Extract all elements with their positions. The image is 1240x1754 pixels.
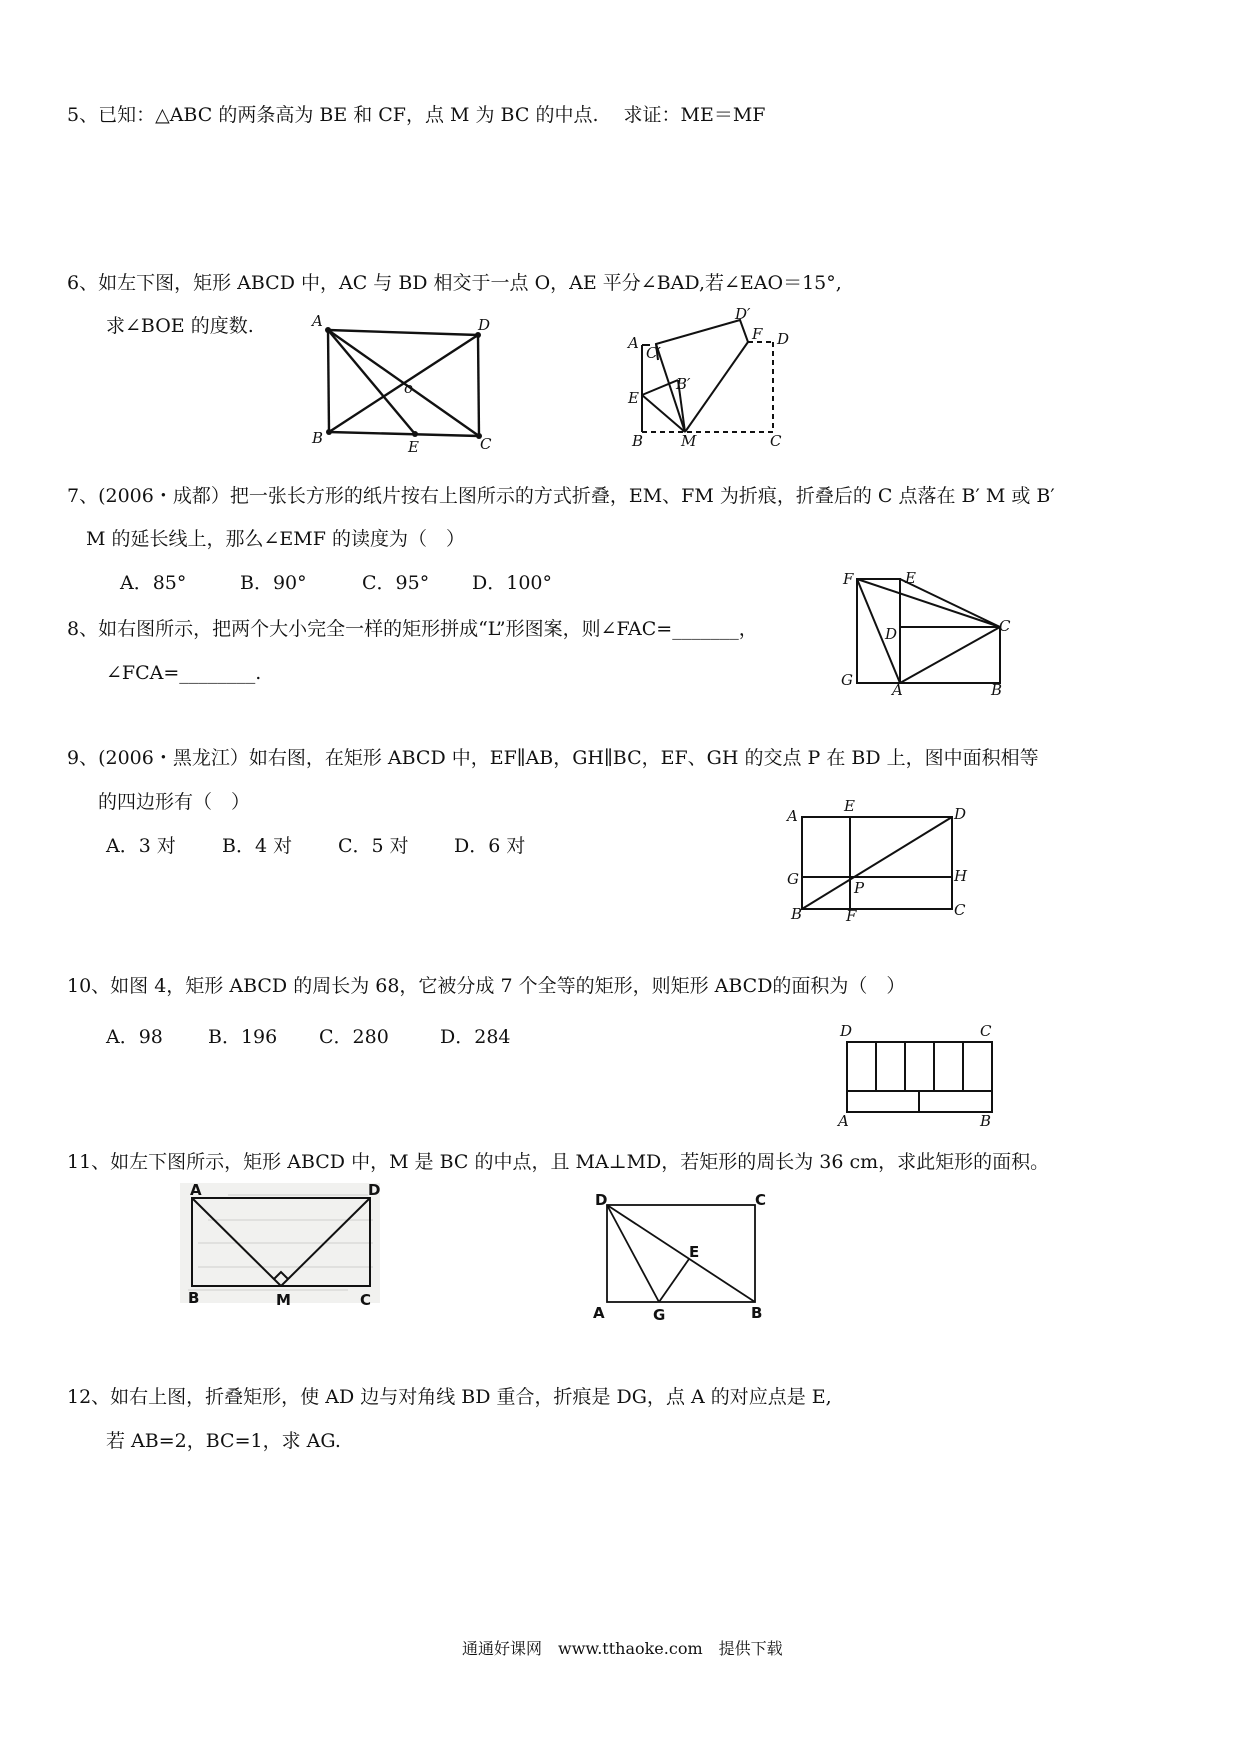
fig12-label-D: D	[595, 1191, 608, 1209]
fig11-label-B: B	[188, 1289, 200, 1307]
fig8-label-F: F	[843, 570, 854, 588]
fig7-label-Cp: C′	[646, 344, 661, 362]
question-11: 11、如左下图所示，矩形 ABCD 中，M 是 BC 的中点，且 MA⊥MD，若矩形的周长为 36 cm，求此矩形的面积。	[67, 1151, 1050, 1173]
question-7-line-2: M 的延长线上，那么∠EMF 的读度为（ ）	[86, 528, 465, 550]
fig11-label-M: M	[276, 1291, 291, 1309]
fig7-label-B: B	[632, 432, 644, 450]
fig9-label-P: P	[854, 879, 865, 897]
fig9-label-A: A	[787, 807, 798, 825]
question-7-option-d: D．100°	[472, 572, 552, 594]
question-8-line-2: ∠FCA=________.	[106, 662, 262, 684]
question-10-option-c: C．280	[319, 1026, 389, 1048]
fig9-label-C: C	[954, 901, 966, 919]
figure-q8-l-shape	[835, 565, 1035, 705]
fig6-label-D: D	[478, 316, 491, 334]
fig11-label-C: C	[360, 1291, 372, 1309]
question-10-line-1: 10、如图 4，矩形 ABCD 的周长为 68，它被分成 7 个全等的矩形，则矩形 ABCD的面积为（ ）	[67, 975, 906, 997]
question-6-line-2: 求∠BOE 的度数.	[106, 315, 254, 337]
figure-q10-seven-rectangles	[830, 1020, 1010, 1130]
fig8-label-C: C	[999, 617, 1011, 635]
fig11-label-D: D	[368, 1181, 381, 1199]
question-9-option-a: A．3 对	[106, 835, 176, 857]
fig7-label-C: C	[770, 432, 782, 450]
question-10-option-a: A．98	[106, 1026, 163, 1048]
fig6-label-B: B	[312, 429, 324, 447]
question-10-option-b: B．196	[208, 1026, 278, 1048]
fig9-label-D: D	[954, 805, 967, 823]
fig9-label-B: B	[791, 905, 803, 923]
fig12-label-E: E	[689, 1243, 700, 1261]
fig11-label-A: A	[190, 1181, 202, 1199]
fig10-label-C: C	[980, 1022, 992, 1040]
fig10-label-A: A	[838, 1112, 849, 1130]
fig12-label-B: B	[751, 1304, 763, 1322]
question-8-line-1: 8、如右图所示，把两个大小完全一样的矩形拼成“L”形图案，则∠FAC=_______，	[67, 618, 758, 640]
figure-q6-rectangle	[300, 305, 510, 455]
question-9-line-2: 的四边形有（ ）	[98, 791, 251, 813]
figure-q11-rectangle	[168, 1175, 398, 1315]
fig9-label-F: F	[846, 907, 857, 925]
figure-q7-folding	[620, 300, 800, 450]
fig7-label-F: F	[752, 325, 763, 343]
fig8-label-B: B	[991, 681, 1003, 699]
fig6-label-C: C	[480, 435, 492, 453]
fig8-label-D: D	[885, 625, 898, 643]
fig10-label-B: B	[980, 1112, 992, 1130]
question-10-option-d: D．284	[440, 1026, 511, 1048]
fig7-label-M: M	[681, 432, 697, 450]
question-6-line-1: 6、如左下图，矩形 ABCD 中，AC 与 BD 相交于一点 O，AE 平分∠BAD,若∠EAO＝15°,	[67, 272, 842, 294]
page-footer: 通通好课网 www.tthaoke.com 提供下载	[462, 1639, 783, 1658]
fig8-label-G: G	[841, 671, 853, 689]
question-9-line-1: 9、(2006・黑龙江）如右图，在矩形 ABCD 中，EF∥AB，GH∥BC，EF、GH 的交点 P 在 BD 上，图中面积相等	[67, 747, 1039, 769]
fig10-label-D: D	[840, 1022, 853, 1040]
fig9-label-E: E	[844, 797, 855, 815]
question-12-line-2: 若 AB=2，BC=1，求 AG.	[106, 1430, 341, 1452]
figure-q9-rectangle	[780, 795, 980, 930]
fig6-label-A: A	[312, 312, 323, 330]
question-7-line-1: 7、(2006・成都）把一张长方形的纸片按右上图所示的方式折叠，EM、FM 为折痕，折叠后的 C 点落在 B′ M 或 B′	[67, 485, 1055, 507]
question-9-option-c: C．5 对	[338, 835, 409, 857]
fig7-label-Bp: B′	[676, 375, 691, 393]
fig9-label-G: G	[787, 870, 799, 888]
question-7-option-c: C．95°	[362, 572, 430, 594]
fig12-label-G: G	[653, 1306, 666, 1324]
fig7-label-D: D	[777, 330, 790, 348]
fig8-label-E: E	[905, 569, 916, 587]
fig8-label-A: A	[892, 681, 903, 699]
question-7-option-a: A．85°	[120, 572, 187, 594]
fig12-label-C: C	[755, 1191, 767, 1209]
question-7-option-b: B．90°	[240, 572, 307, 594]
fig6-label-O: o	[404, 379, 414, 397]
question-9-option-b: B．4 对	[222, 835, 293, 857]
fig12-label-A: A	[593, 1304, 605, 1322]
question-12-line-1: 12、如右上图，折叠矩形，使 AD 边与对角线 BD 重合，折痕是 DG，点 A 的对应点是 E,	[67, 1386, 832, 1408]
question-9-option-d: D．6 对	[454, 835, 526, 857]
fig7-label-A: A	[628, 334, 639, 352]
fig7-label-E: E	[628, 389, 639, 407]
fig6-label-E: E	[408, 438, 419, 456]
question-5: 5、已知：△ABC 的两条高为 BE 和 CF，点 M 为 BC 的中点. 求证：ME＝MF	[67, 104, 766, 126]
fig9-label-H: H	[954, 867, 968, 885]
fig7-label-Dp: D′	[735, 305, 751, 323]
figure-q12-fold	[585, 1185, 785, 1330]
